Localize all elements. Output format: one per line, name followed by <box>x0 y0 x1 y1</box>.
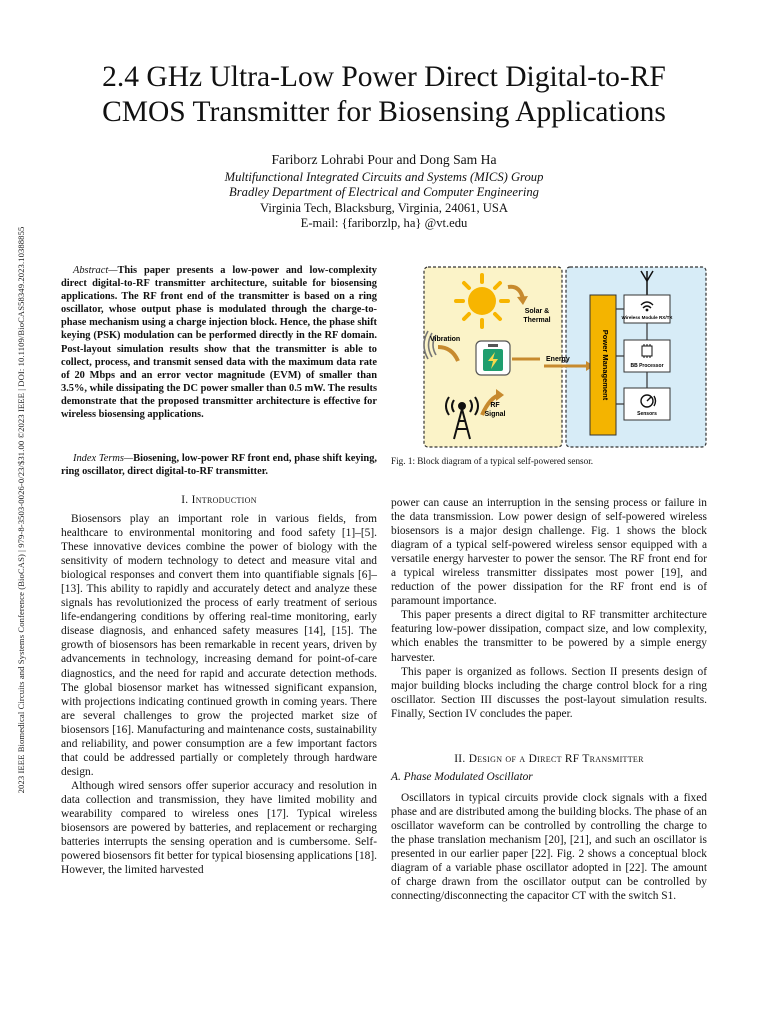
section-heading-introduction: I. Introduction <box>181 494 257 506</box>
index-terms <box>61 452 377 478</box>
introduction-continued <box>391 496 707 721</box>
paragraph: Biosensors play an important role in various fields, from healthcare to environmental monitoring and food safety [1]–[5]. These innovative devices combine the power of biology with the sensitivity of modern technology to detect and measure vital and biological responses and convert them into quantifiable signals [6]–[13]. This ability to rapidly and accurately detect and analyze these signals has revolutionized the process of early treatment of serious life-endangering conditions by offering real-time monitoring, early disease diagnosis, and enhanced safety measures [14], [15]. The growth of biosensors has been remarkable in recent years, driven by advancements in technology, increasing demand for point-of-care diagnostics, and the need for rapid and accurate detection methods. The global biosensor market has witnessed significant expansion, with projections indicating continued growth in coming years. There are several challenges to grow the projected market size of biosensors [16]. Manufacturing and maintenance costs, sustainability and reliability, and power consumption are a few important factors that could be addressed partially or completely through hardware design. <box>61 513 377 778</box>
section-heading-design: II. Design of a Direct RF Transmitter <box>454 753 644 765</box>
paragraph: This paper presents a direct digital to RF transmitter architecture featuring low-power dissipation, compact size, and low complexity, which enables the transmitter to be powered by a simple energy harvester. <box>391 609 707 664</box>
solar-label-1: Solar & <box>524 308 550 315</box>
figure-1-block-diagram <box>420 265 710 450</box>
wireless-module-label: Wireless Module RX/TX <box>621 315 673 320</box>
sensors-label: Sensors <box>637 411 657 417</box>
paragraph: This paper is organized as follows. Section II presents design of major building blocks including the charge control block for a ring oscillator. Section III discusses the post-layout simulation results. Finally, Section IV concludes the paper. <box>391 665 707 720</box>
author-email: E-mail: {fariborzlp, ha} @vt.edu <box>300 216 468 230</box>
paragraph: Oscillators in typical circuits provide clock signals with a fixed phase and are distributed among the building blocks. The phase of an oscillator waveform can be controlled by controlling the charge to the phase translation mechanism [20], [21], and such an oscillator is presented in our earlier paper [22]. Fig. 2 shows a conceptual block diagram of a variable phase oscillator adopted in [22]. The amount of charge drawn from the oscillator output can be controlled by connecting/disconnecting the capacitor CT with the switch S1. <box>391 792 707 903</box>
author-block <box>40 152 728 232</box>
power-management-label: Power Management <box>601 329 610 401</box>
bb-processor-label: BB Processor <box>630 363 664 369</box>
abstract-text: This paper presents a low-power and low-complexity direct digital-to-RF transmitter architecture, suitable for biosensing applications. The RF front end of the transmitter is based on a ring oscillator, whose output phase is modulated through the charge-to-phase mechanism using a charge injection block. Hence, the phase shift keying (PSK) modulation can be performed directly in the RF domain. Post-layout simulation results show that the transmitter is able to collect, process, and transmit sensed data with the maximum data rate of 20 Mbps and an error vector magnitude (EVM) of smaller than 3.5%, while dissipating the DC power smaller than 0.5 mW. The results demonstrate that the proposed transmitter architecture is effective for wireless biosensing applications. <box>61 265 377 421</box>
sun-icon <box>456 275 508 327</box>
paper-title <box>40 60 728 130</box>
publication-sidebar <box>14 180 28 840</box>
abstract <box>61 264 377 421</box>
index-terms-text: Biosening, low-power RF front end, phase shift keying, ring oscillator, direct digital-to-RF transmitter. <box>61 453 377 478</box>
author-address: Virginia Tech, Blacksburg, Virginia, 24061, USA <box>260 200 508 215</box>
chip-icon <box>642 344 652 358</box>
vibration-label: Vibration <box>430 336 461 343</box>
abstract-label: Abstract— <box>73 265 118 276</box>
section2-text <box>391 791 707 903</box>
wifi-dot <box>646 309 649 312</box>
publication-info: 2023 IEEE Biomedical Circuits and Systems Conference (BioCAS) | 979-8-3503-0026-0/23/$31.00 ©2023 IEEE | DOI: 10.1109/BioCAS58349.2023.10388855 <box>16 226 26 794</box>
rf-label-2: Signal <box>484 411 506 418</box>
introduction-text <box>61 512 377 877</box>
title-line-2: CMOS Transmitter for Biosensing Applications <box>102 96 666 128</box>
affiliation-group: Multifunctional Integrated Circuits and Systems (MICS) Group <box>224 169 544 184</box>
affiliation-department: Bradley Department of Electrical and Computer Engineering <box>229 185 539 199</box>
rf-label-1: RF <box>490 402 500 409</box>
energy-label: Energy <box>546 356 570 363</box>
battery-icon <box>476 341 510 375</box>
title-line-1: 2.4 GHz Ultra-Low Power Direct Digital-to-RF <box>102 61 666 93</box>
author-names: Fariborz Lohrabi Pour and Dong Sam Ha <box>271 152 497 167</box>
paragraph: power can cause an interruption in the sensing process or failure in the data transmission. Low power design of self-powered wireless biosensors is a major design challenge. Fig. 1 shows the block diagram of a typical self-powered wireless sensor equipped with a versatile energy harvester to power the sensor. The RF front end for a typical wireless transmitter dissipates most power [19], and reduction of the power dissipation for the RF front end is of paramount importance. <box>391 497 707 608</box>
paragraph: Although wired sensors offer superior accuracy and resolution in data collection and transmission, they have limited mobility and wearability compared to wireless ones [17]. Typical wireless biosensors are powered by batteries, and replacement or recharging batteries interrupts the sensing operation and is cumbersome. Self-powered biosensors fit better for typical biosensing applications [18]. However, the limited harvested <box>61 779 378 877</box>
solar-label-2: Thermal <box>523 317 551 324</box>
index-terms-label: Index Terms— <box>73 453 134 464</box>
subsection-heading: A. Phase Modulated Oscillator <box>391 771 533 783</box>
figure-caption: Fig. 1: Block diagram of a typical self-powered sensor. <box>391 456 594 466</box>
